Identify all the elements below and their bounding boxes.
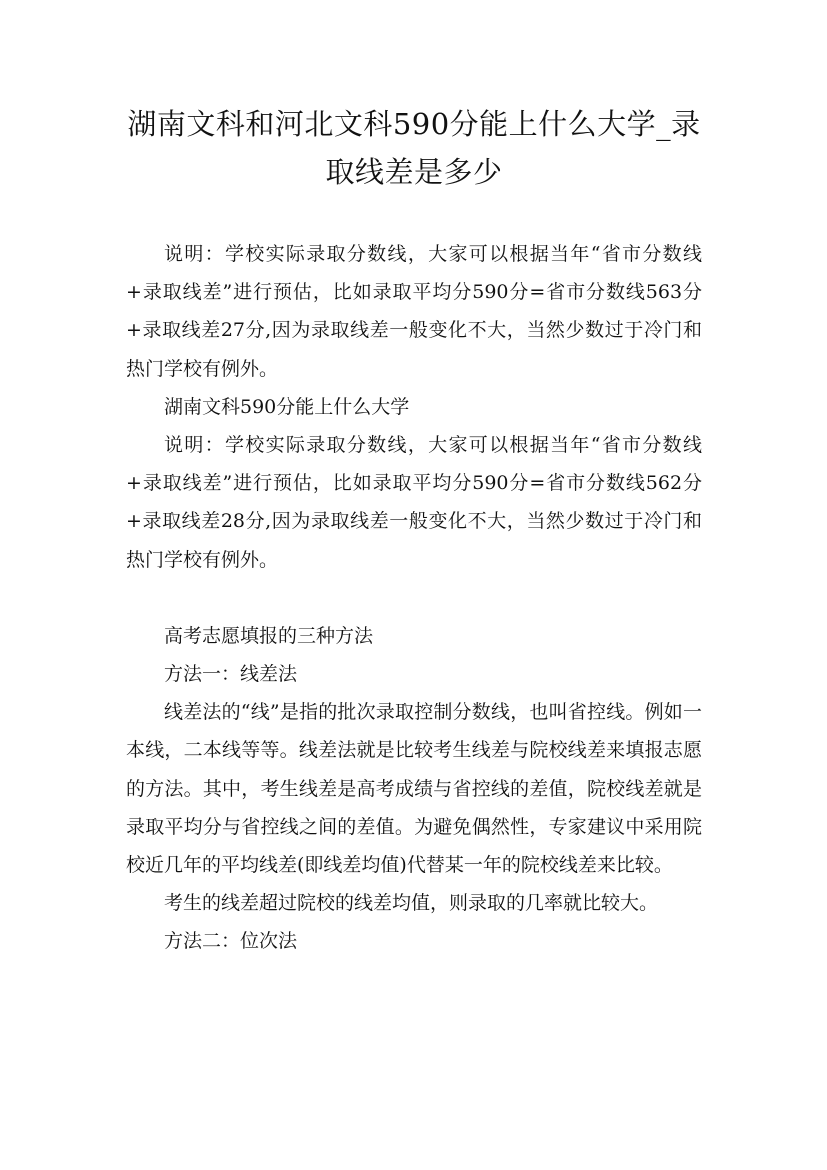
paragraph-methods-heading: 高考志愿填报的三种方法: [164, 624, 374, 647]
paragraph-method-one-conclusion: 考生的线差超过院校的线差均值，则录取的几率就比较大。: [164, 892, 659, 915]
paragraph-hunan-heading: 湖南文科590分能上什么大学: [164, 395, 410, 418]
document-body: [126, 235, 702, 961]
paragraph-method-one-title: 方法一：线差法: [164, 663, 298, 686]
paragraph-method-one-description: 线差法的“线”是指的批次录取控制分数线，也叫省控线。例如一本线，二本线等等。线差法就是比较考生线差与院校线差来填报志愿的方法。其中，考生线差是高考成绩与省控线的差值，院校线差就是录取平均分与省控线之间的差值。为避免偶然性，专家建议中采用院校近几年的平均线差(即线差均值)代替某一年的院校线差来比较。: [126, 701, 702, 877]
paragraph-hunan-note: 说明：学校实际录取分数线，大家可以根据当年“省市分数线+录取线差”进行预估，比如录取平均分590分=省市分数线563分+录取线差27分,因为录取线差一般变化不大，当然少数过于冷门和热门学校有例外。: [126, 243, 702, 380]
blank-line: [126, 579, 702, 617]
document-title: 湖南文科和河北文科590分能上什么大学_录取线差是多少: [127, 107, 701, 189]
paragraph-hebei-note: 说明：学校实际录取分数线，大家可以根据当年“省市分数线+录取线差”进行预估，比如录取平均分590分=省市分数线562分+录取线差28分,因为录取线差一般变化不大，当然少数过于冷门和热门学校有例外。: [126, 434, 702, 571]
paragraph-method-two-title: 方法二：位次法: [164, 930, 298, 953]
